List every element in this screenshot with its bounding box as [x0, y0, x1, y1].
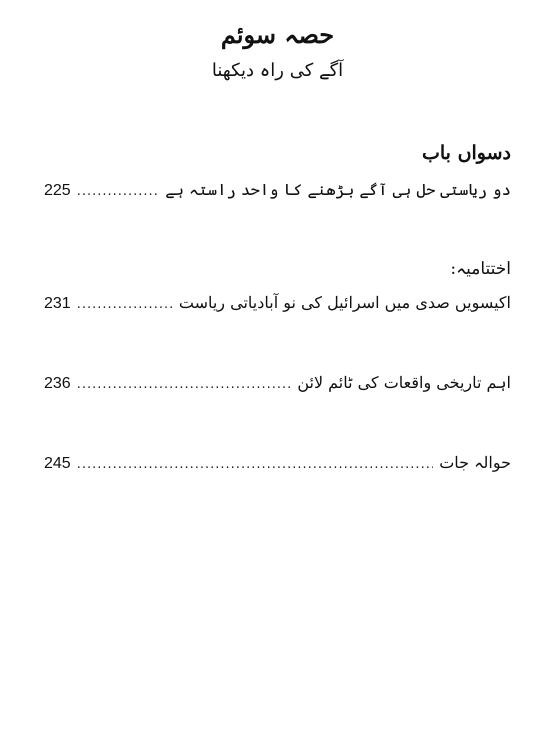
toc-entry-title: اہم تاریخی واقعات کی ٹائم لائن [297, 373, 511, 392]
toc-entry-title: دو ریاستی حل ہی آگے بڑھنے کا واحد راستہ ہے [165, 180, 511, 199]
toc-entry [44, 293, 511, 317]
toc-entry-page: 245 [44, 455, 71, 472]
dot-leader [77, 184, 160, 199]
toc-entry-page: 231 [44, 295, 71, 312]
toc-entry [44, 453, 511, 477]
conclusion-heading: اختتامیہ: [450, 259, 511, 279]
toc-entry-title: حوالہ جات [439, 453, 511, 472]
toc-entry-page: 225 [44, 182, 71, 199]
dot-leader [77, 297, 173, 312]
toc-entry-page: 236 [44, 375, 71, 392]
part-subtitle: آگے کی راہ دیکھنا [211, 60, 344, 81]
dot-leader [77, 457, 434, 472]
dot-leader [77, 377, 292, 392]
toc-entry [44, 180, 511, 204]
chapter-heading: دسواں باب [421, 142, 511, 164]
toc-entry [44, 373, 511, 397]
toc-entry-title: اکیسویں صدی میں اسرائیل کی نو آبادیاتی ریاست [178, 293, 511, 312]
part-title: حصہ سوئم [220, 20, 335, 49]
